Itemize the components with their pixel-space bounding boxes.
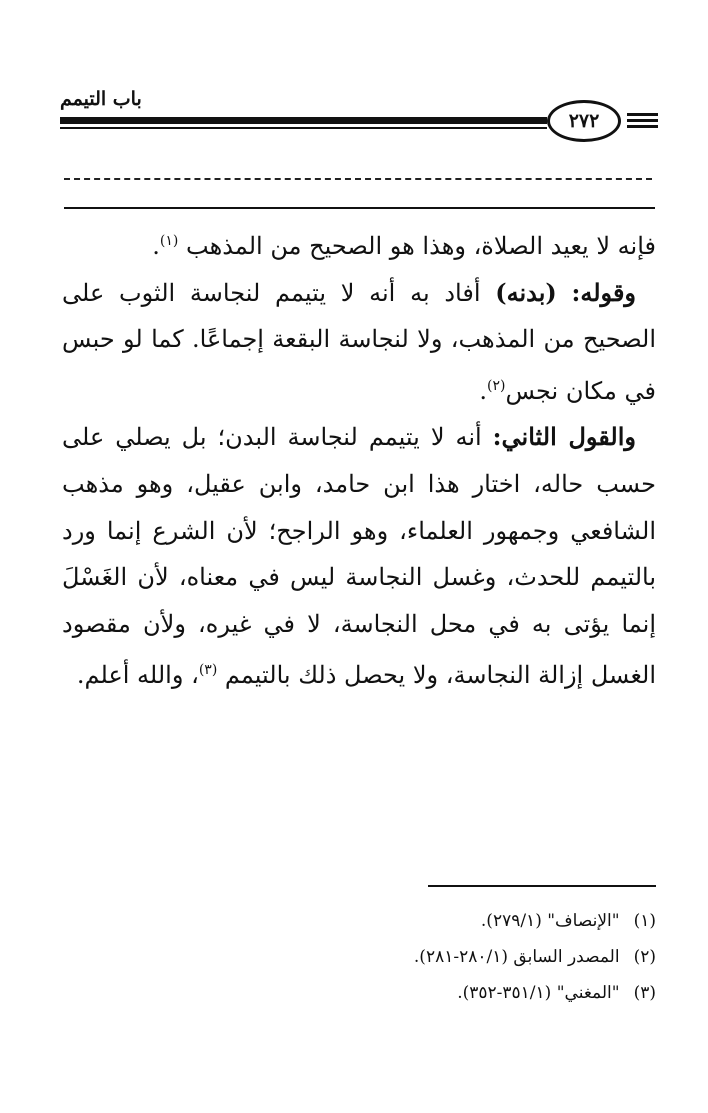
footnote-2	[62, 939, 656, 975]
footnotes	[62, 903, 656, 1011]
header-rule-right	[627, 119, 658, 122]
paragraph-2-end: .	[479, 376, 487, 405]
header-rule-right	[627, 113, 658, 116]
footnote-1	[62, 903, 656, 939]
paragraph-3	[62, 414, 656, 699]
paragraph-3-lead: والقول الثاني:	[492, 422, 636, 452]
running-title: باب التيمم	[60, 88, 142, 110]
page-number: ٢٧٢	[568, 110, 600, 132]
paragraph-3-end: ، والله أعلم.	[76, 661, 199, 690]
paragraph-1-text: فإنه لا يعيد الصلاة، وهذا هو الصحيح من المذهب	[186, 232, 656, 260]
footnote-number: (١)	[633, 911, 656, 931]
paragraph-1-end: .	[152, 232, 160, 260]
header-rule-right	[627, 125, 658, 128]
footnote-ref-3: (٣)	[198, 662, 218, 679]
footnote-separator	[428, 885, 656, 887]
footnote-text: المصدر السابق (٢٨٠/١-٢٨١).	[413, 947, 620, 967]
footnote-text: "المغني" (٣٥١/١-٣٥٢).	[457, 983, 620, 1003]
footnote-ref-1: (١)	[159, 233, 179, 249]
body-top-rule	[64, 207, 655, 209]
header-rule-thin	[60, 127, 547, 129]
paragraph-3-text: أنه لا يتيمم لنجاسة البدن؛ بل يصلي على حسب حاله، اختار هذا ابن حامد، وابن عقيل، وهو مذهب الشافعي وجمهور العلماء، وهو الراجح؛ لأن الشرع إنما ورد بالتيمم للحدث، وغسل النجاسة ليس في معناه، لأن الغَسْلَ إنما يؤتى به في محل النجاسة، لا في غيره، ولأن مقصود الغسل إزالة النجاسة، ولا يحصل ذلك بالتيمم	[62, 423, 656, 690]
footnote-text: "الإنصاف" (٢٧٩/١).	[480, 911, 620, 931]
footnote-number: (٣)	[633, 983, 656, 1003]
header-rule-thick	[60, 117, 547, 124]
paragraph-2-lead: وقوله:	[571, 277, 636, 307]
continuation-dashed-rule	[64, 178, 652, 180]
paragraph-2	[62, 270, 656, 415]
footnote-3	[62, 975, 656, 1011]
main-text	[62, 218, 656, 699]
paragraph-2-text: أفاد به أنه لا يتيمم لنجاسة الثوب على الصحيح من المذهب، ولا لنجاسة البقعة إجماعًا. كما لو حبس في مكان نجس	[62, 278, 656, 405]
paragraph-2-term: (بدنه)	[495, 277, 557, 307]
paragraph-1	[62, 218, 656, 270]
page-number-badge	[547, 100, 621, 142]
page-header	[0, 0, 708, 140]
footnote-number: (٢)	[633, 947, 656, 967]
footnote-ref-2: (٢)	[486, 377, 506, 394]
